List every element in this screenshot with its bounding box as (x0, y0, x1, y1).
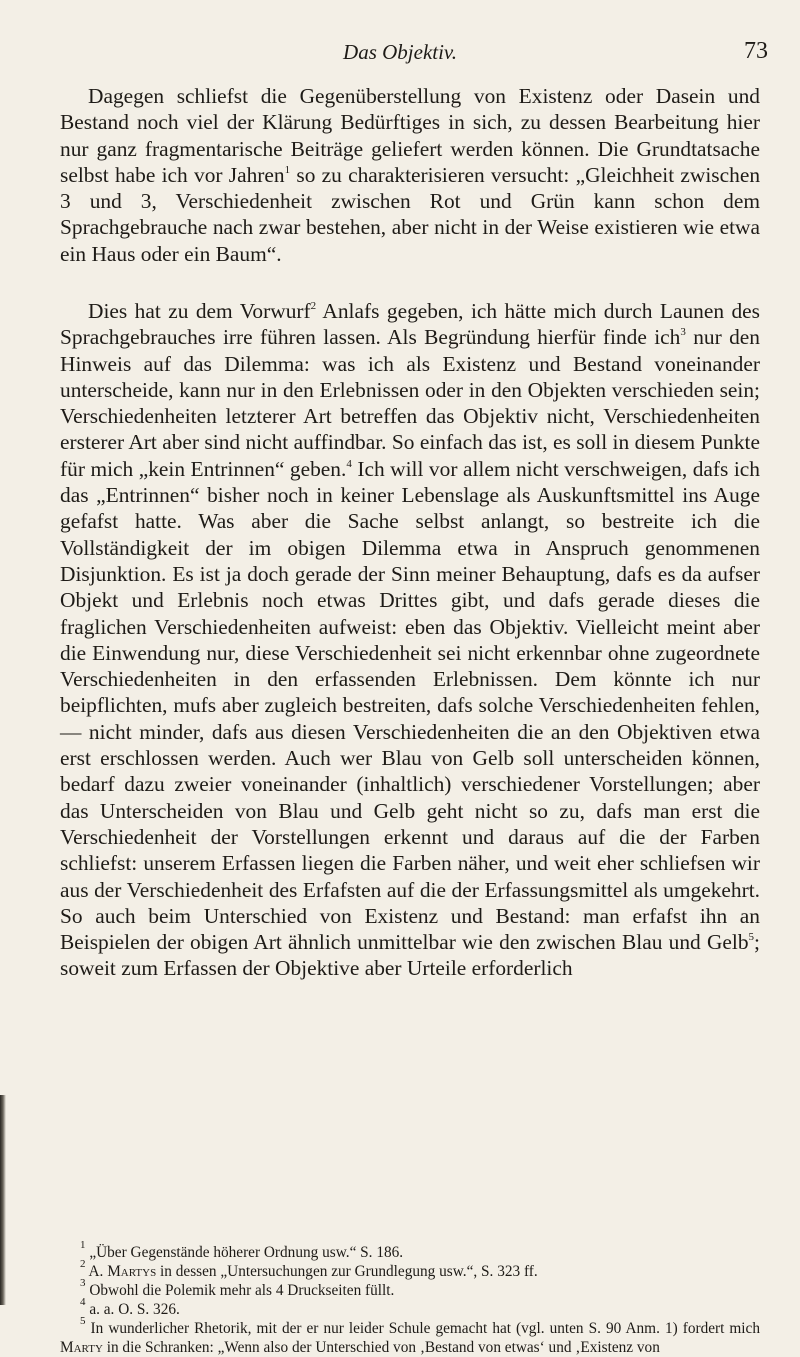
page-number: 73 (744, 38, 768, 64)
text-run: Anlafs gegeben, ich hätte mich durch Launen des Sprachgebrauches irre führen lassen. Als Begründung hierfür finde ich (60, 299, 760, 350)
text-run: nur den Hinweis auf das Dilemma: was ich als Existenz und Bestand voneinander unterscheide, kann nur in den Erlebnissen oder in den Objekten verschieden sein; Verschiedenheiten letzterer Art betreffen das Objektiv nicht, Verschiedenheiten ersterer Art aber sind nicht auffindbar. So einfach das ist, es soll in diesem Punkte für mich „kein Entrinnen“ geben. (60, 325, 760, 481)
footnote-marker: 2 (310, 300, 317, 312)
author-name: Marty (60, 1339, 103, 1356)
text-run: A. (85, 1263, 108, 1280)
footnote-2 (60, 1258, 760, 1281)
footnotes (60, 1239, 760, 1357)
paragraph-1 (60, 83, 760, 267)
text-run: In wunderlicher Rhetorik, mit der er nur leider Schule gemacht hat (vgl. unten S. 90 Anm. 1) fordert mich (85, 1320, 760, 1337)
footnote-marker: 4 (346, 457, 352, 470)
paragraph-2 (60, 298, 760, 982)
text-run: so zu charakterisieren versucht: „Gleichheit zwischen 3 und 3, Verschiedenheit zwischen Rot und Grün kann schon dem Sprachgebrauche nach zwar bestehen, aber nicht in der Weise existieren wie etwa ein Haus oder ein Baum“. (60, 162, 761, 266)
text-run: Dagegen schliefst die Gegenüberstellung von Existenz oder Dasein und Bestand noch viel der Klärung Bedürftiges in sich, zu dessen Bearbeitung hier nur ganz fragmentarische Beiträge geliefert werden können. Die Grundtatsache selbst habe ich vor Jahren (60, 84, 760, 187)
text-run: Obwohl die Polemik mehr als 4 Druckseiten füllt. (85, 1282, 395, 1299)
footnote-1 (60, 1239, 760, 1262)
footnote-marker: 3 (80, 1277, 86, 1289)
text-run: ; soweit zum Erfassen der Objektive aber Urteile erforderlich (60, 930, 760, 981)
footnote-marker: 4 (80, 1296, 86, 1308)
text-run: Ich will vor allem nicht verschweigen, dafs ich das „Entrinnen“ bisher noch in keiner Lebenslage als Auskunftsmittel ins Auge gefafst hatte. Was aber die Sache selbst anlangt, so bestreite ich die Vollständigkeit der im obigen Dilemma etwa in Anspruch genommenen Disjunktion. Es ist ja doch gerade der Sinn meiner Behauptung, dafs es da aufser Objekt und Erlebnis noch etwas Drittes gibt, und dafs gerade dieses die fraglichen Verschiedenheiten aufweist: eben das Objektiv. Vielleicht meint aber die Einwendung nur, diese Verschiedenheit sei nicht erkennbar ohne zugeordnete Verschiedenheiten in den erfassenden Erlebnissen. Dem könnte ich nur beipflichten, mufs aber zugleich bestreiten, dafs solche Verschiedenheiten fehlen, — nicht minder, dafs aus diesen Verschiedenheiten die an den Objektiven etwa erst erschlossen werden. Auch wer Blau von Gelb soll unterscheiden können, bedarf dazu zweier voneinander (inhaltlich) verschiedener Vorstellungen; aber das Unterscheiden von Blau und Gelb geht nicht so zu, dafs man erst die Verschiedenheit der Vorstellungen erkennt und daraus auf die der Farben schliefst: unserem Erfassen liegen die Farben näher, und weit eher schliefsen wir aus der Verschiedenheit des Erfafsten auf die der Erfassungsmittel als umgekehrt. So auch beim Unterschied von Existenz und Bestand: man erfafst ihn an Beispielen der obigen Art ähnlich unmittelbar wie den zwischen Blau und Gelb (60, 456, 760, 955)
running-head (0, 38, 800, 68)
author-name: Martys (107, 1263, 157, 1280)
text-run: a. a. O. S. 326. (85, 1301, 180, 1318)
text-run: Dies hat zu dem Vorwurf (88, 299, 311, 323)
page-edge-shadow (0, 1095, 6, 1305)
text-run: „Über Gegenstände höherer Ordnung usw.“ S. 186. (85, 1244, 404, 1261)
footnote-5 (60, 1315, 760, 1357)
footnote-marker: 1 (284, 163, 291, 176)
footnote-marker: 5 (80, 1315, 86, 1327)
footnote-marker: 2 (80, 1258, 86, 1270)
footnote-3 (60, 1277, 760, 1300)
footnote-marker: 3 (680, 326, 686, 339)
footnote-4 (60, 1296, 760, 1319)
footnote-marker: 1 (80, 1239, 86, 1251)
text-run: in dessen „Untersuchungen zur Grundlegung usw.“, S. 323 ff. (156, 1263, 538, 1280)
footnote-marker: 5 (748, 931, 755, 944)
running-title: Das Objektiv. (343, 40, 457, 64)
text-run: in die Schranken: „Wenn also der Unterschied von ‚Bestand von etwas‘ und ‚Existenz von (102, 1339, 660, 1356)
